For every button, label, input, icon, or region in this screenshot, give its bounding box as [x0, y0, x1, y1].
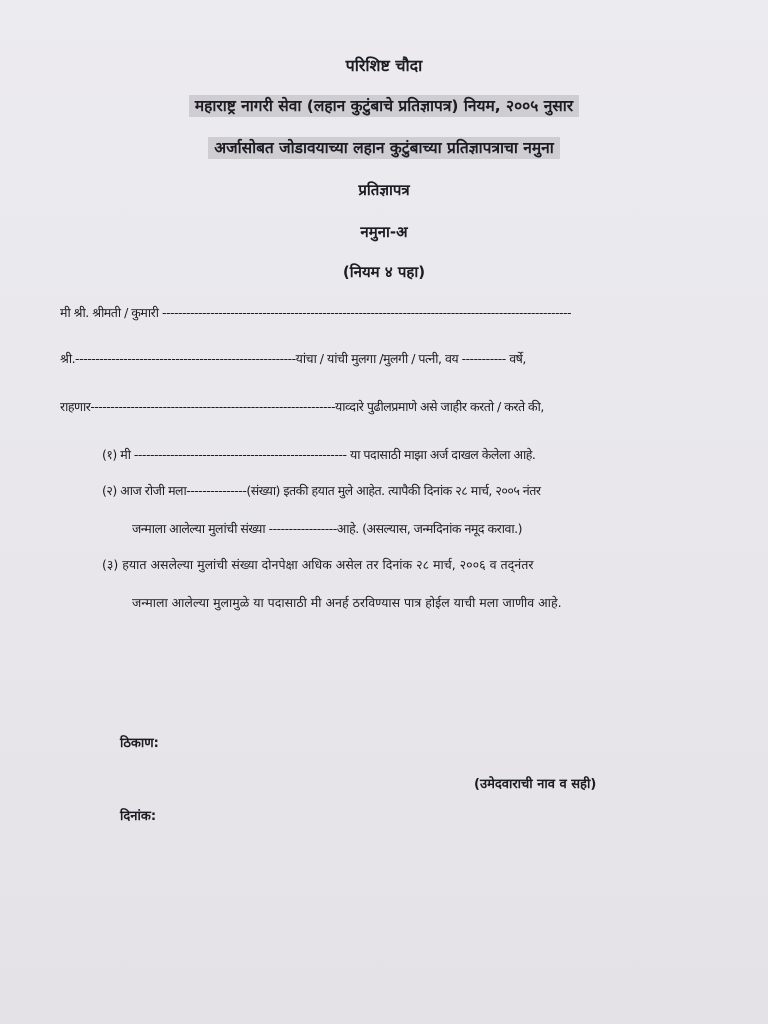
rule-title-heading — [0, 96, 768, 116]
relation-age-line: श्री.-------------------------------------------------------यांचा / यांची मुलगा /मुलगी / पत्नी, वय ----------- वर्षे, — [60, 351, 526, 366]
item-3-line-a: (३) हयात असलेल्या मुलांची संख्या दोनपेक्षा अधिक असेल तर दिनांक २८ मार्च, २००६ व तद्नंतर — [102, 557, 534, 572]
declarant-name-line: मी श्री. श्रीमती / कुमारी ------------------------------------------------------------------------------------------------------ — [60, 305, 572, 320]
signature-label: (उमेदवाराची नाव व सही) — [474, 777, 597, 792]
place-label: ठिकाण: — [120, 736, 159, 751]
rule-reference-heading: (नियम ४ पहा) — [342, 263, 426, 281]
item-2-line-a: (२) आज रोजी मला---------------(संख्या) इतकी हयात मुले आहेत. त्यापैकी दिनांक २८ मार्च, २००५ नंतर — [102, 483, 541, 498]
item-1: (१) मी ----------------------------------------------------- या पदासाठी माझा अर्ज दाखल केलेला आहे. — [102, 447, 536, 462]
date-label: दिनांक: — [120, 809, 157, 824]
form-title-heading — [0, 138, 768, 158]
rule-title-text: महाराष्ट्र नागरी सेवा (लहान कुटुंबाचे प्रतिज्ञापत्र) नियम, २००५ नुसार — [189, 95, 579, 117]
item-3-line-b: जन्माला आलेल्या मुलामुळे या पदासाठी मी अनर्ह ठरविण्यास पात्र होईल याची मला जाणीव आहे. — [132, 595, 562, 610]
form-title-text: अर्जासोबत जोडावयाच्या लहान कुटुंबाच्या प्रतिज्ञापत्राचा नमुना — [208, 137, 560, 159]
residence-line: राहणार-------------------------------------------------------------याव्दारे पुढीलप्रमाणे असे जाहीर करतो / करते की, — [60, 399, 544, 414]
item-2-line-b: जन्माला आलेल्या मुलांची संख्या -----------------आहे. (असल्यास, जन्मदिनांक नमूद करावा.) — [132, 521, 523, 536]
affidavit-heading: प्रतिज्ञापत्र — [358, 181, 410, 199]
form-number-heading: नमुना-अ — [360, 223, 408, 241]
appendix-heading: परिशिष्ट चौदा — [345, 56, 423, 75]
